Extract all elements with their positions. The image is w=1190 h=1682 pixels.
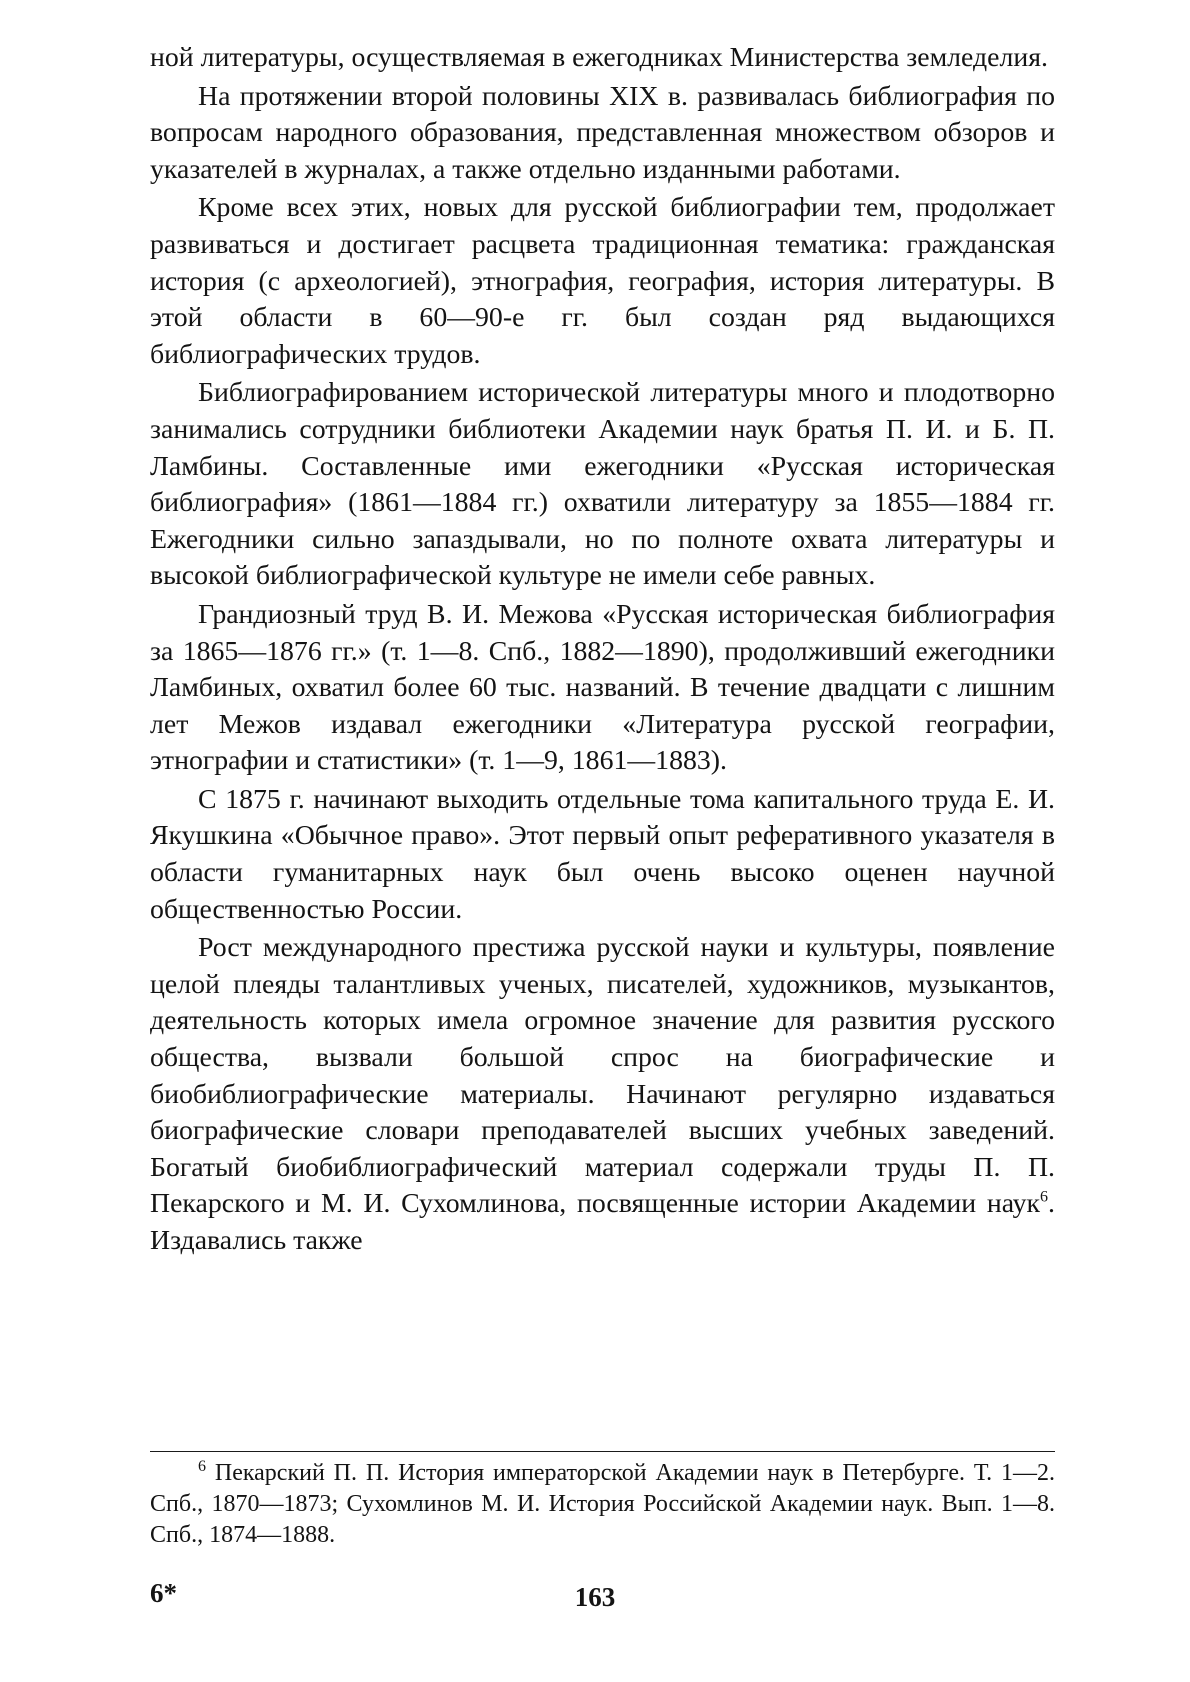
page-body — [150, 40, 1055, 1260]
footnotes — [150, 1458, 1055, 1551]
page-number: 163 — [574, 1582, 616, 1612]
paragraph-3: Кроме всех этих, новых для русской библиографии тем, продолжает развиваться и достигает расцвета традиционная тематика: гражданская история (с археологией), этнография, география, история литературы. В этой области в 60—90-е гг. был создан ряд выдающихся библиографических трудов. — [150, 192, 1055, 370]
footnote-reference: 6 — [1040, 1189, 1049, 1207]
footnote-divider — [150, 1451, 1055, 1452]
paragraph-7-text: Рост международного престижа русской науки и культуры, появление целой плеяды талантливых ученых, писателей, художников, музыкантов, деятельность которых имела огромное значение для развития русского общества, вызвали большой спрос на биографические и биобиблиографические материалы. Начинают регулярно издаваться биографические словари преподавателей высших учебных заведений. Богатый биобиблиографический материал содержали труды П. П. Пекарского и М. И. Сухомлинова, посвященные истории Академии наук — [150, 932, 1055, 1220]
footnote-text: Пекарский П. П. История императорской Академии наук в Петербурге. Т. 1—2. Спб., 1870—1873; Сухомлинов М. И. История Российской Академии наук. Вып. 1—8. Спб., 1874—1888. — [150, 1460, 1056, 1548]
paragraph-6: С 1875 г. начинают выходить отдельные тома капитального труда Е. И. Якушкина «Обычное право». Этот первый опыт реферативного указателя в области гуманитарных наук был очень высоко оценен научной общественностью России. — [150, 783, 1055, 925]
footnote-number: 6 — [198, 1458, 206, 1475]
paragraph-5: Грандиозный труд В. И. Межова «Русская историческая библиография за 1865—1876 гг.» (т. 1—8. Спб., 1882—1890), продолживший ежегодники Ламбиных, охватил более 60 тыс. названий. В течение двадцати с лишним лет Межов издавал ежегодники «Литература русской географии, этнографии и статистики» (т. 1—9, 1861—1883). — [150, 598, 1055, 777]
paragraph-7 — [150, 930, 1055, 1259]
signature-mark: 6* — [150, 1578, 177, 1608]
paragraph-2: На протяжении второй половины XIX в. развивалась библиография по вопросам народного образования, представленная множеством обзоров и указателей в журналах, а также отдельно изданными работами. — [150, 80, 1055, 185]
paragraph-1: ной литературы, осуществляемая в ежегодниках Министерства земледелия. — [150, 42, 1048, 73]
paragraph-7-tail: . Издавались также — [150, 1188, 1055, 1256]
footnote-6 — [150, 1458, 1055, 1551]
paragraph-4: Библиографированием исторической литературы много и плодотворно занимались сотрудники библиотеки Академии наук братья П. И. и Б. П. Ламбины. Составленные ими ежегодники «Русская историческая библиография» (1861—1884 гг.) охватили литературу за 1855—1884 гг. Ежегодники сильно запаздывали, но по полноте охвата литературы и высокой библиографической культуре не имели себе равных. — [150, 377, 1055, 592]
